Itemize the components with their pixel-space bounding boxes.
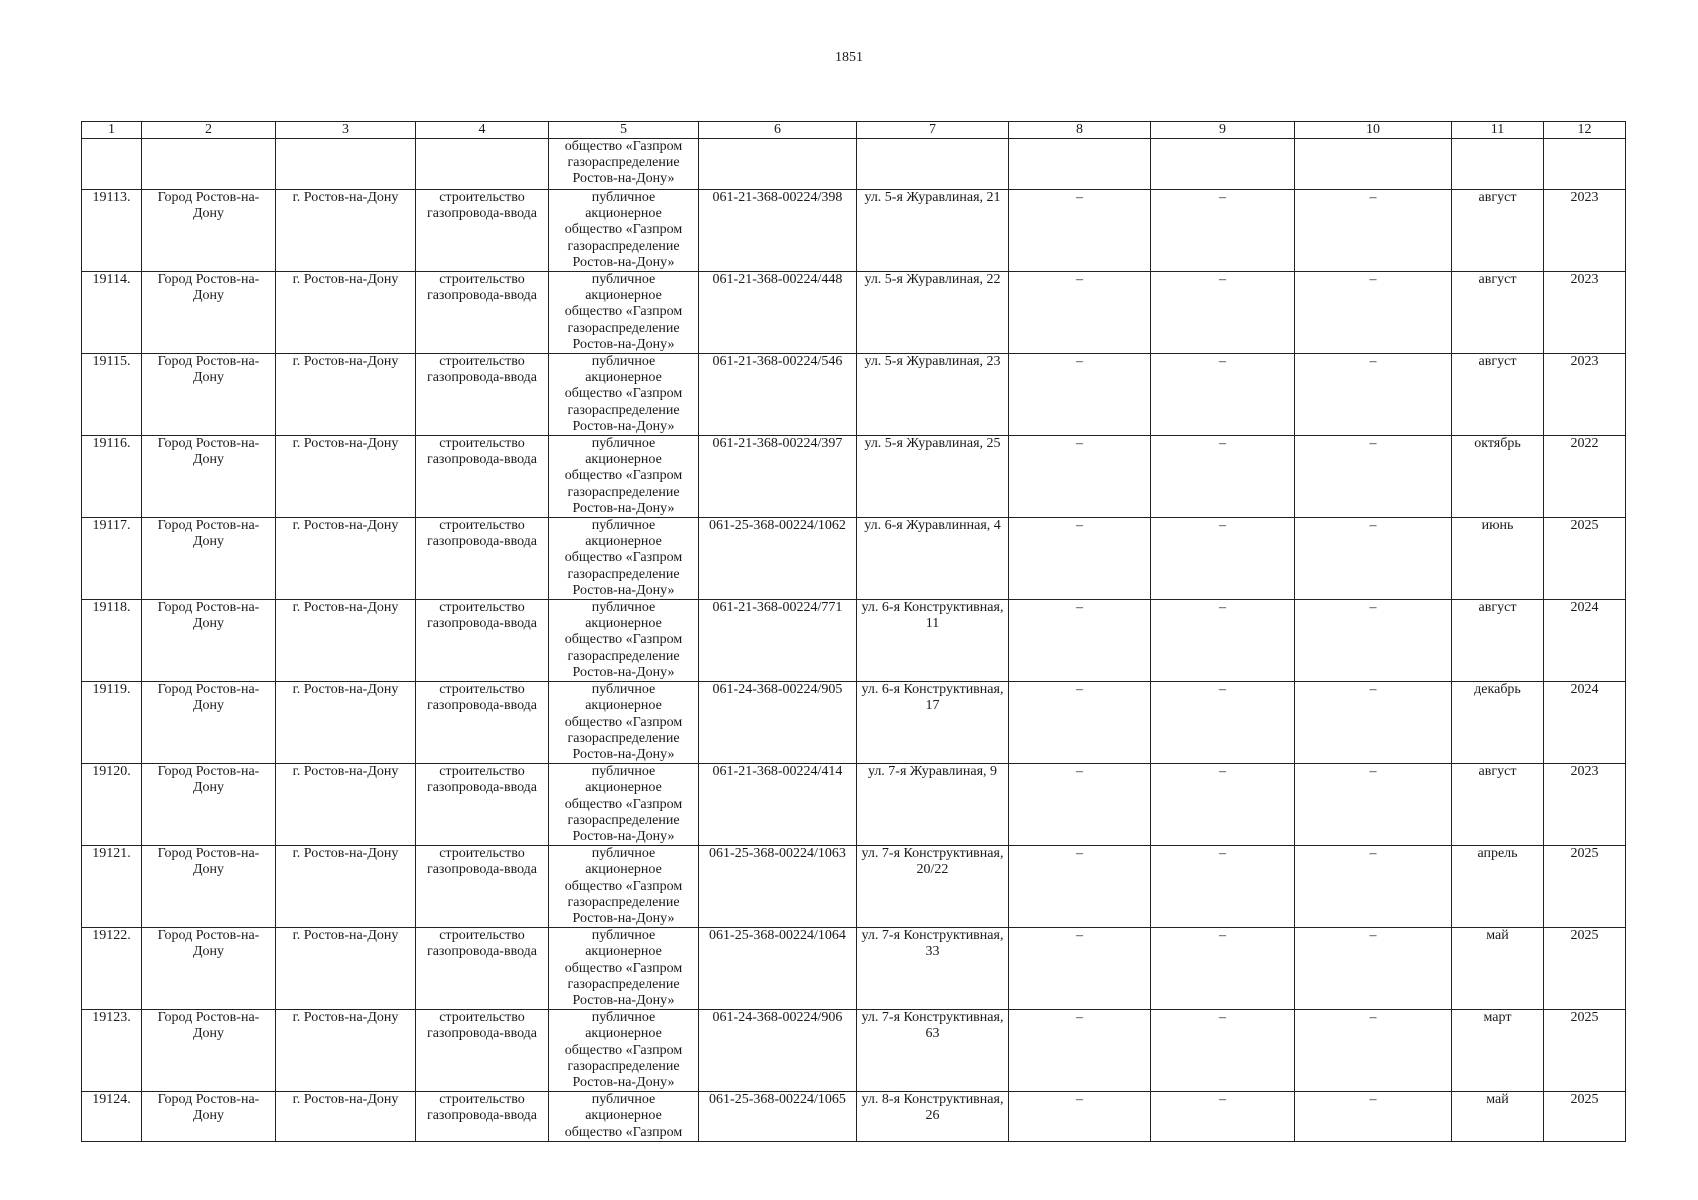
table-row (82, 518, 1626, 600)
work-type-cell: строительство газопровода-ввода (416, 682, 549, 764)
work-type-cell: строительство газопровода-ввода (416, 436, 549, 518)
column-9-cell: – (1151, 928, 1295, 1010)
row-number-cell: 19120. (82, 764, 142, 846)
row-number-cell: 19118. (82, 600, 142, 682)
empty-cell (1295, 139, 1452, 190)
table-row (82, 764, 1626, 846)
column-10-cell: – (1295, 928, 1452, 1010)
organization-line: газораспределение (567, 1058, 680, 1074)
column-number: 5 (549, 122, 699, 139)
organization-line: общество «Газпром (564, 550, 683, 566)
organization-line: публичное (591, 1010, 656, 1026)
column-number: 11 (1452, 122, 1544, 139)
settlement-cell: г. Ростов-на-Дону (276, 682, 416, 764)
column-9-cell: – (1151, 354, 1295, 436)
row-number-cell: 19122. (82, 928, 142, 1010)
column-8-cell: – (1009, 1010, 1151, 1092)
object-code-cell: 061-25-368-00224/1063 (699, 846, 857, 928)
row-number-cell: 19114. (82, 272, 142, 354)
column-10-cell: – (1295, 354, 1452, 436)
organization-line: акционерное (585, 288, 662, 304)
municipality-cell: Город Ростов-на-Дону (142, 928, 276, 1010)
year-cell: 2023 (1544, 190, 1626, 272)
organization-line: газораспределение (567, 155, 680, 171)
month-cell: июнь (1452, 518, 1544, 600)
organization-line: общество «Газпром (564, 222, 683, 238)
object-code-cell: 061-21-368-00224/771 (699, 600, 857, 682)
table-row (82, 190, 1626, 272)
table-row (82, 846, 1626, 928)
municipality-cell: Город Ростов-на-Дону (142, 272, 276, 354)
municipality-cell: Город Ростов-на-Дону (142, 764, 276, 846)
organization-line: газораспределение (567, 812, 680, 828)
organization-line: акционерное (585, 206, 662, 222)
organization-cell (549, 764, 699, 846)
organization-line: общество «Газпром (564, 960, 683, 976)
table-row (82, 436, 1626, 518)
settlement-cell: г. Ростов-на-Дону (276, 764, 416, 846)
object-code-cell: 061-21-368-00224/448 (699, 272, 857, 354)
row-number-cell: 19124. (82, 1092, 142, 1142)
organization-line: газораспределение (567, 894, 680, 910)
organization-line: Ростов-на-Дону» (572, 746, 675, 762)
organization-line: акционерное (585, 1108, 662, 1124)
column-9-cell: – (1151, 436, 1295, 518)
address-cell: ул. 6-я Конструктивная, 11 (857, 600, 1009, 682)
year-cell: 2025 (1544, 1010, 1626, 1092)
settlement-cell: г. Ростов-на-Дону (276, 1010, 416, 1092)
settlement-cell: г. Ростов-на-Дону (276, 846, 416, 928)
address-cell: ул. 5-я Журавлиная, 25 (857, 436, 1009, 518)
organization-line: акционерное (585, 1026, 662, 1042)
organization-line: публичное (591, 272, 656, 288)
organization-line: газораспределение (567, 238, 680, 254)
organization-line: общество «Газпром (564, 468, 683, 484)
registry-table (81, 121, 1626, 1142)
municipality-cell: Город Ростов-на-Дону (142, 436, 276, 518)
continuation-row (82, 139, 1626, 190)
month-cell: август (1452, 764, 1544, 846)
empty-cell (416, 139, 549, 190)
column-10-cell: – (1295, 600, 1452, 682)
column-number: 3 (276, 122, 416, 139)
organization-line: акционерное (585, 370, 662, 386)
month-cell: август (1452, 272, 1544, 354)
year-cell: 2025 (1544, 1092, 1626, 1142)
organization-line: общество «Газпром (564, 714, 683, 730)
month-cell: октябрь (1452, 436, 1544, 518)
address-cell: ул. 7-я Конструктивная, 33 (857, 928, 1009, 1010)
organization-cell (549, 682, 699, 764)
organization-line: акционерное (585, 534, 662, 550)
organization-line: газораспределение (567, 320, 680, 336)
empty-cell (276, 139, 416, 190)
settlement-cell: г. Ростов-на-Дону (276, 928, 416, 1010)
work-type-cell: строительство газопровода-ввода (416, 518, 549, 600)
municipality-cell: Город Ростов-на-Дону (142, 846, 276, 928)
column-8-cell: – (1009, 600, 1151, 682)
organization-cell (549, 928, 699, 1010)
address-cell: ул. 5-я Журавлиная, 23 (857, 354, 1009, 436)
work-type-cell: строительство газопровода-ввода (416, 928, 549, 1010)
address-cell: ул. 6-я Журавлинная, 4 (857, 518, 1009, 600)
row-number-cell: 19123. (82, 1010, 142, 1092)
column-number: 2 (142, 122, 276, 139)
column-10-cell: – (1295, 272, 1452, 354)
column-8-cell: – (1009, 682, 1151, 764)
table-row (82, 682, 1626, 764)
object-code-cell: 061-25-368-00224/1062 (699, 518, 857, 600)
organization-line: акционерное (585, 452, 662, 468)
column-10-cell: – (1295, 764, 1452, 846)
year-cell: 2025 (1544, 518, 1626, 600)
empty-cell (1452, 139, 1544, 190)
municipality-cell: Город Ростов-на-Дону (142, 190, 276, 272)
month-cell: март (1452, 1010, 1544, 1092)
organization-line: публичное (591, 1092, 656, 1108)
organization-line: общество «Газпром (564, 1042, 683, 1058)
work-type-cell: строительство газопровода-ввода (416, 846, 549, 928)
organization-line: публичное (591, 682, 656, 698)
work-type-cell: строительство газопровода-ввода (416, 600, 549, 682)
organization-line: Ростов-на-Дону» (572, 828, 675, 844)
column-8-cell: – (1009, 764, 1151, 846)
column-8-cell: – (1009, 518, 1151, 600)
column-8-cell: – (1009, 1092, 1151, 1142)
settlement-cell: г. Ростов-на-Дону (276, 1092, 416, 1142)
month-cell: май (1452, 1092, 1544, 1142)
work-type-cell: строительство газопровода-ввода (416, 1010, 549, 1092)
organization-line: газораспределение (567, 402, 680, 418)
organization-line: общество «Газпром (564, 1124, 683, 1140)
address-cell: ул. 6-я Конструктивная, 17 (857, 682, 1009, 764)
organization-line: публичное (591, 354, 656, 370)
empty-cell (1009, 139, 1151, 190)
column-8-cell: – (1009, 354, 1151, 436)
column-10-cell: – (1295, 846, 1452, 928)
table-row (82, 600, 1626, 682)
empty-cell (1544, 139, 1626, 190)
column-number: 7 (857, 122, 1009, 139)
column-8-cell: – (1009, 928, 1151, 1010)
table-row (82, 1092, 1626, 1142)
column-10-cell: – (1295, 682, 1452, 764)
municipality-cell: Город Ростов-на-Дону (142, 518, 276, 600)
organization-line: акционерное (585, 616, 662, 632)
organization-line: общество «Газпром (564, 386, 683, 402)
object-code-cell: 061-24-368-00224/906 (699, 1010, 857, 1092)
organization-cell (549, 600, 699, 682)
organization-cell (549, 272, 699, 354)
column-number: 6 (699, 122, 857, 139)
municipality-cell: Город Ростов-на-Дону (142, 682, 276, 764)
address-cell: ул. 7-я Конструктивная, 63 (857, 1010, 1009, 1092)
column-8-cell: – (1009, 436, 1151, 518)
work-type-cell: строительство газопровода-ввода (416, 272, 549, 354)
column-8-cell: – (1009, 190, 1151, 272)
organization-line: Ростов-на-Дону» (572, 500, 675, 516)
year-cell: 2025 (1544, 928, 1626, 1010)
address-cell: ул. 5-я Журавлиная, 21 (857, 190, 1009, 272)
organization-line: публичное (591, 436, 656, 452)
column-number: 10 (1295, 122, 1452, 139)
work-type-cell: строительство газопровода-ввода (416, 354, 549, 436)
organization-cell (549, 354, 699, 436)
empty-cell (142, 139, 276, 190)
year-cell: 2024 (1544, 600, 1626, 682)
empty-cell (699, 139, 857, 190)
year-cell: 2023 (1544, 764, 1626, 846)
page-number: 1851 (835, 50, 863, 65)
empty-cell (1151, 139, 1295, 190)
organization-line: газораспределение (567, 484, 680, 500)
organization-cell (549, 1010, 699, 1092)
settlement-cell: г. Ростов-на-Дону (276, 600, 416, 682)
organization-line: газораспределение (567, 566, 680, 582)
organization-line: акционерное (585, 780, 662, 796)
month-cell: май (1452, 928, 1544, 1010)
organization-line: Ростов-на-Дону» (572, 254, 675, 270)
column-10-cell: – (1295, 1092, 1452, 1142)
organization-line: публичное (591, 764, 656, 780)
column-number: 9 (1151, 122, 1295, 139)
row-number-cell: 19116. (82, 436, 142, 518)
settlement-cell: г. Ростов-на-Дону (276, 190, 416, 272)
column-9-cell: – (1151, 190, 1295, 272)
month-cell: декабрь (1452, 682, 1544, 764)
empty-cell (82, 139, 142, 190)
column-10-cell: – (1295, 518, 1452, 600)
organization-cell (549, 190, 699, 272)
table-row (82, 1010, 1626, 1092)
organization-line: Ростов-на-Дону» (572, 336, 675, 352)
year-cell: 2023 (1544, 272, 1626, 354)
organization-line: акционерное (585, 862, 662, 878)
column-9-cell: – (1151, 846, 1295, 928)
column-9-cell: – (1151, 682, 1295, 764)
address-cell: ул. 7-я Журавлиная, 9 (857, 764, 1009, 846)
month-cell: август (1452, 354, 1544, 436)
settlement-cell: г. Ростов-на-Дону (276, 354, 416, 436)
column-number: 12 (1544, 122, 1626, 139)
municipality-cell: Город Ростов-на-Дону (142, 1010, 276, 1092)
column-10-cell: – (1295, 436, 1452, 518)
object-code-cell: 061-24-368-00224/905 (699, 682, 857, 764)
organization-line: общество «Газпром (564, 632, 683, 648)
object-code-cell: 061-25-368-00224/1064 (699, 928, 857, 1010)
organization-line: Ростов-на-Дону» (572, 1074, 675, 1090)
organization-line: общество «Газпром (564, 139, 683, 154)
column-number: 1 (82, 122, 142, 139)
organization-line: Ростов-на-Дону» (572, 171, 675, 187)
organization-line: газораспределение (567, 976, 680, 992)
organization-cell (549, 846, 699, 928)
row-number-cell: 19119. (82, 682, 142, 764)
organization-cell (549, 139, 699, 190)
organization-line: публичное (591, 518, 656, 534)
month-cell: август (1452, 600, 1544, 682)
municipality-cell: Город Ростов-на-Дону (142, 600, 276, 682)
object-code-cell: 061-21-368-00224/397 (699, 436, 857, 518)
year-cell: 2023 (1544, 354, 1626, 436)
row-number-cell: 19121. (82, 846, 142, 928)
organization-line: Ростов-на-Дону» (572, 992, 675, 1008)
table-row (82, 272, 1626, 354)
column-9-cell: – (1151, 1092, 1295, 1142)
row-number-cell: 19117. (82, 518, 142, 600)
address-cell: ул. 5-я Журавлиная, 22 (857, 272, 1009, 354)
settlement-cell: г. Ростов-на-Дону (276, 518, 416, 600)
organization-cell (549, 518, 699, 600)
organization-line: общество «Газпром (564, 796, 683, 812)
municipality-cell: Город Ростов-на-Дону (142, 354, 276, 436)
organization-cell (549, 1092, 699, 1142)
organization-line: общество «Газпром (564, 304, 683, 320)
organization-line: публичное (591, 190, 656, 205)
organization-line: публичное (591, 600, 656, 616)
column-9-cell: – (1151, 600, 1295, 682)
year-cell: 2025 (1544, 846, 1626, 928)
row-number-cell: 19113. (82, 190, 142, 272)
column-number: 4 (416, 122, 549, 139)
work-type-cell: строительство газопровода-ввода (416, 764, 549, 846)
object-code-cell: 061-21-368-00224/546 (699, 354, 857, 436)
table-row (82, 928, 1626, 1010)
column-8-cell: – (1009, 272, 1151, 354)
work-type-cell: строительство газопровода-ввода (416, 190, 549, 272)
year-cell: 2024 (1544, 682, 1626, 764)
month-cell: апрель (1452, 846, 1544, 928)
column-10-cell: – (1295, 190, 1452, 272)
column-9-cell: – (1151, 1010, 1295, 1092)
month-cell: август (1452, 190, 1544, 272)
settlement-cell: г. Ростов-на-Дону (276, 272, 416, 354)
organization-line: газораспределение (567, 730, 680, 746)
column-9-cell: – (1151, 764, 1295, 846)
organization-line: публичное (591, 928, 656, 944)
organization-line: Ростов-на-Дону» (572, 418, 675, 434)
column-9-cell: – (1151, 272, 1295, 354)
column-number-row (82, 122, 1626, 139)
organization-cell (549, 436, 699, 518)
column-8-cell: – (1009, 846, 1151, 928)
address-cell: ул. 8-я Конструктивная, 26 (857, 1092, 1009, 1142)
column-10-cell: – (1295, 1010, 1452, 1092)
work-type-cell: строительство газопровода-ввода (416, 1092, 549, 1142)
organization-line: акционерное (585, 698, 662, 714)
object-code-cell: 061-21-368-00224/414 (699, 764, 857, 846)
organization-line: общество «Газпром (564, 878, 683, 894)
organization-line: Ростов-на-Дону» (572, 664, 675, 680)
organization-line: публичное (591, 846, 656, 862)
address-cell: ул. 7-я Конструктивная, 20/22 (857, 846, 1009, 928)
organization-line: газораспределение (567, 648, 680, 664)
column-9-cell: – (1151, 518, 1295, 600)
column-number: 8 (1009, 122, 1151, 139)
empty-cell (857, 139, 1009, 190)
object-code-cell: 061-21-368-00224/398 (699, 190, 857, 272)
table-row (82, 354, 1626, 436)
organization-line: Ростов-на-Дону» (572, 910, 675, 926)
settlement-cell: г. Ростов-на-Дону (276, 436, 416, 518)
municipality-cell: Город Ростов-на-Дону (142, 1092, 276, 1142)
year-cell: 2022 (1544, 436, 1626, 518)
organization-line: Ростов-на-Дону» (572, 582, 675, 598)
organization-line: акционерное (585, 944, 662, 960)
row-number-cell: 19115. (82, 354, 142, 436)
object-code-cell: 061-25-368-00224/1065 (699, 1092, 857, 1142)
